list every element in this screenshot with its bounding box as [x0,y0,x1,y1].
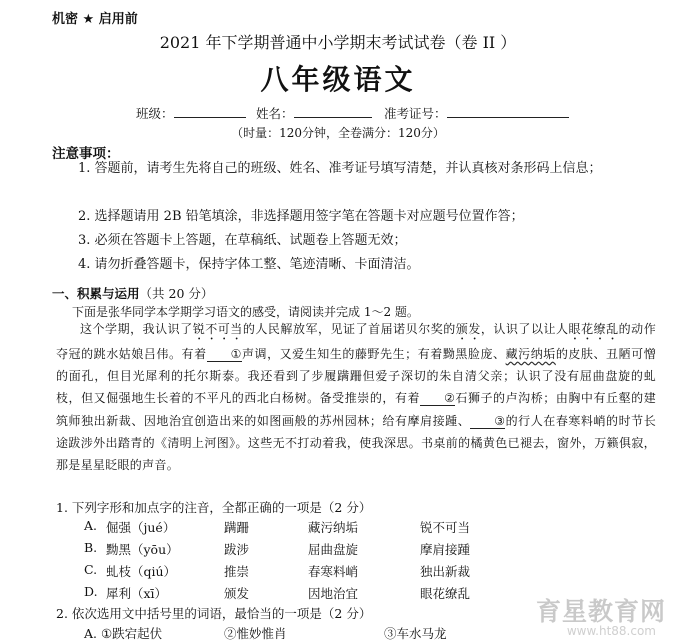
option-item: 倔强（jué） [106,520,176,535]
option-letter: D. [84,584,98,599]
option-item: 虬枝（qiú） [106,564,177,579]
dotted-word: 锐不可当 [192,322,243,336]
option-item: 黝黑（yōu） [106,542,179,557]
class-label: 班级： [136,106,174,121]
option-item: A. ①跌宕起伏 [84,626,163,641]
option-item: 犀利（xī） [106,586,168,601]
option-item: 屈曲盘旋 [308,542,359,557]
name-blank [294,105,372,118]
section1-score: （共 20 分） [139,286,214,301]
exam-title: 2021 年下学期普通中小学期末考试试卷（卷 II ） [159,33,517,52]
question-1-stem: 1. 下列字形和加点字的注音，全都正确的一项是（2 分） [56,500,372,515]
class-field [136,104,246,122]
option-item: 藏污纳垢 [308,520,359,535]
passage-text: 石狮子的卢沟桥；由胸中有丘壑的建筑师独出新裁、因地治宜创造出来的如图画般的苏州园林；给有摩肩接踵、 [56,391,657,428]
watermark-brand: 育星教育网 [535,597,666,626]
option-item: 摩肩接踵 [420,542,471,557]
note-3: 3. 必须在答题卡上答题，在草稿纸、试题卷上答题无效； [78,233,407,248]
option-item: ③车水马龙 [384,626,447,641]
subject-title: 八年级语文 [260,63,416,96]
dotted-word: 眼花缭乱 [568,322,619,336]
option-item: 锐不可当 [420,520,471,535]
blank-3: ③ [470,414,505,429]
section1-intro: 下面是张华同学本学期学习语文的感受，请阅读并完成 1～2 题。 [72,305,419,319]
passage-text: 声调，又爱生知生的藤野先生；有着黝黑脸庞、 [241,347,506,361]
class-blank [174,105,246,118]
notes-title: 注意事项： [52,146,120,162]
option-item: 独出新裁 [420,564,471,579]
option-item: 眼花缭乱 [420,586,471,601]
section1-title: 一、积累与运用 [52,286,140,301]
name-field [256,104,372,122]
watermark-url: www.ht88.com [566,624,656,638]
passage-text: 的人民解放军，见证了首届诺贝尔奖的 [242,322,456,336]
option-item: 春寒料峭 [308,564,359,579]
blank-2: ② [420,391,455,406]
id-label: 准考证号： [384,106,447,121]
option-item: 跋涉 [224,542,250,557]
section1-heading [52,284,213,302]
option-letter: B. [84,540,98,555]
option-item: 蹒跚 [224,520,250,535]
underlined-word: 藏污纳垢 [505,347,556,361]
note-4: 4. 请勿折叠答题卡，保持字体工整、笔迹清晰、卡面清洁。 [78,257,420,272]
passage-text: 这个学期，我认识了 [80,322,193,336]
time-info: （时量：120分钟，全卷满分：120分） [231,126,445,140]
option-letter: C. [84,562,98,577]
option-item: 颁发 [224,586,250,601]
dotted-word: 颁发 [455,322,481,336]
option-item: 推崇 [224,564,250,579]
passage-text: 的皮肤、丑陋可憎的面孔，但目光犀利的托尔斯泰。我还看到了步履蹒跚但爱子深切的朱自清父亲；认识了没有屈曲盘旋的虬枝，但又倔强地生长着的不平凡的西北白杨树。备受推崇的，有着 [56,347,657,406]
note-1: 1. 答题前，请考生先将自己的班级、姓名、准考证号填写清楚，并认真核对条形码上信息； [78,161,602,176]
reading-passage [56,318,656,476]
name-label: 姓名： [256,106,294,121]
secret-label: 机密 ★ 启用前 [52,12,138,27]
passage-text: 的动作夺冠的跳水姑娘吕伟。有着 [56,322,657,361]
id-field [384,104,569,122]
passage-text: ，认识了以让人 [480,322,569,336]
note-2: 2. 选择题请用 2B 铅笔填涂，非选择题用签字笔在答题卡对应题号位置作答； [78,209,524,224]
blank-1: ① [207,347,242,362]
option-item: ②惟妙惟肖 [224,626,287,641]
id-blank [447,105,569,118]
option-item: 因地治宜 [308,586,359,601]
question-2-stem: 2. 依次选用文中括号里的词语，最恰当的一项是（2 分） [56,606,372,621]
passage-text: 的行人在春寒料峭的时节长途跋涉外出踏青的《清明上河图》。这些无不打动着我，使我深思。书桌前的橘黄色已褪去，窗外，万籁俱寂，那是星星眨眼的声音。 [56,413,656,473]
option-letter: A. [84,518,98,533]
